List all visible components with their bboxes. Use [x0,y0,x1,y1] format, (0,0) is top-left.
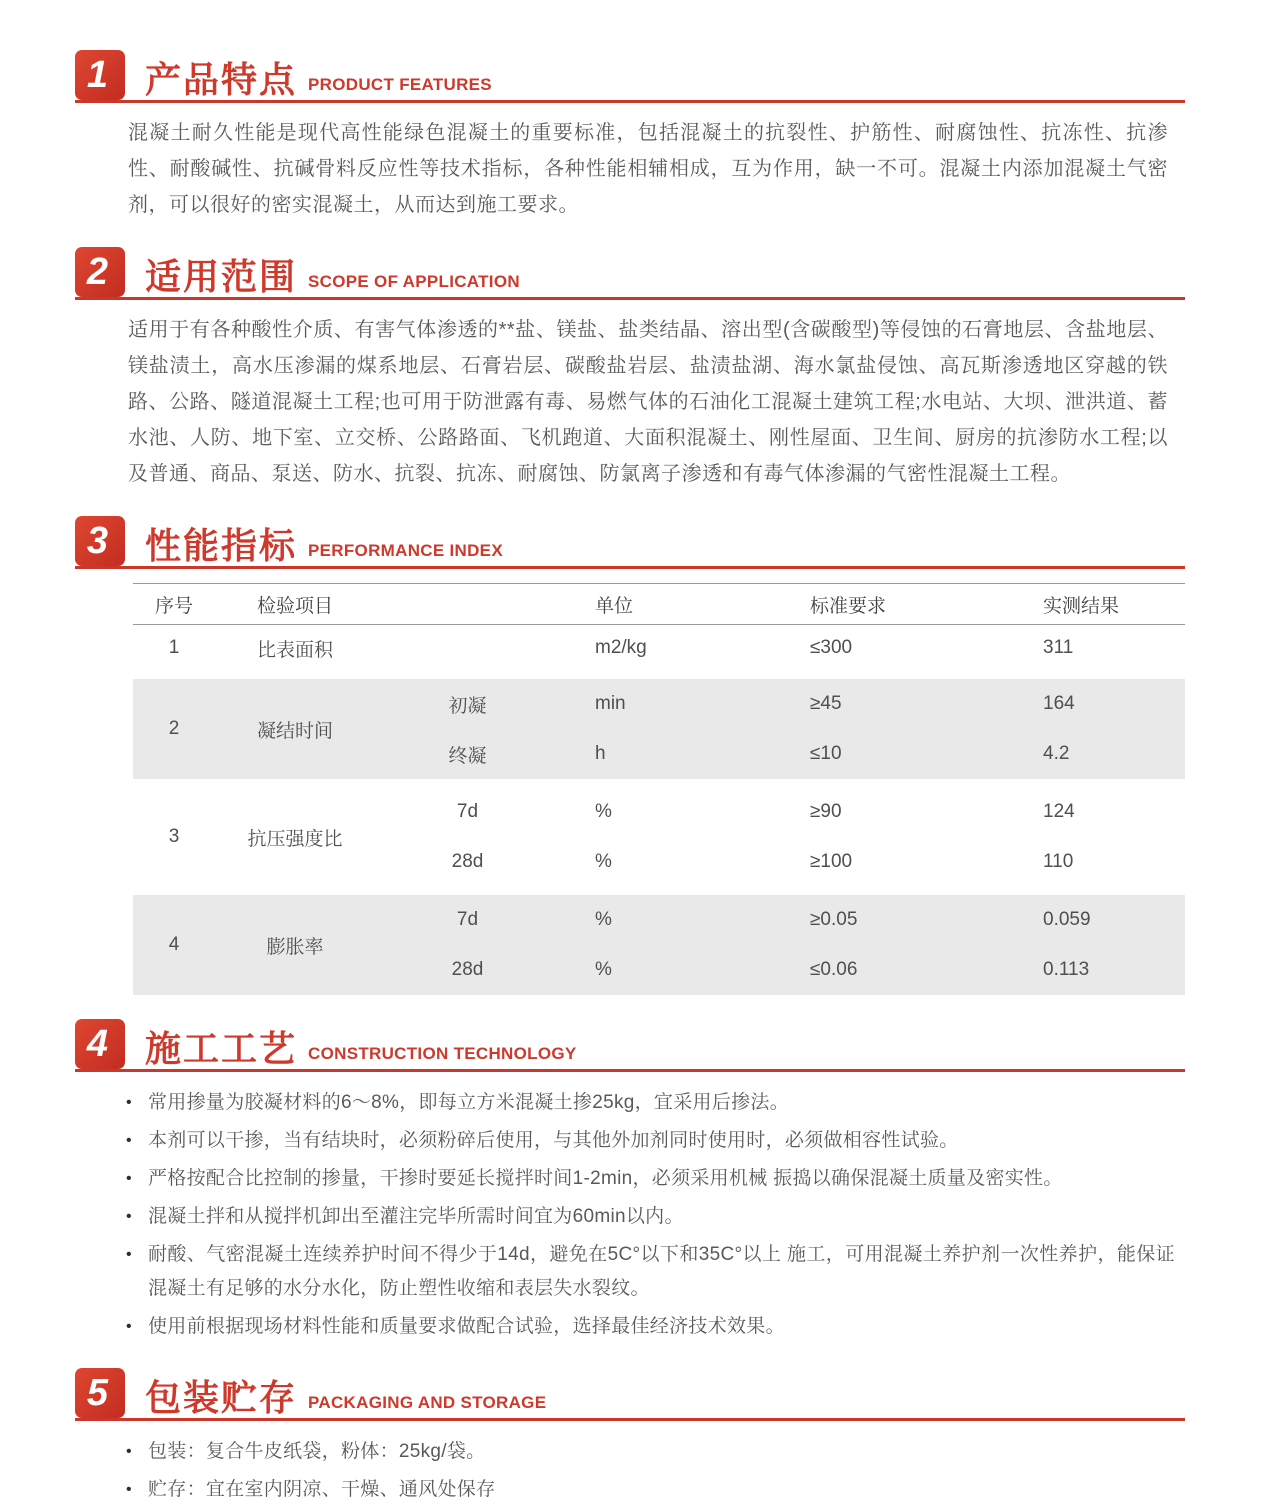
performance-table [133,583,1185,995]
cell-std: ≥90 [810,801,842,822]
bullet-icon: • [126,1208,132,1225]
packaging-bullet-list [126,1435,1175,1507]
cell-std: ≥100 [810,851,853,872]
cell-result: 0.113 [1043,959,1090,980]
bullet-icon: • [126,1481,132,1498]
cell-result: 164 [1043,693,1075,714]
list-item [126,1238,1175,1306]
cell-item: 比表面积 [256,639,333,661]
cell-unit: % [595,801,612,822]
cell-std: ≥0.05 [810,909,858,930]
table-row [133,895,1185,995]
cell-result: 4.2 [1043,743,1070,764]
section-1-number-badge: 1 [75,50,125,100]
cell-sub: 初凝 [448,695,487,717]
section-3-subtitle: PERFORMANCE INDEX [308,541,503,560]
section-4-number-badge: 4 [75,1019,125,1069]
section-5-number-badge: 5 [75,1368,125,1418]
bullet-icon: • [126,1246,132,1263]
cell-item: 膨胀率 [266,936,324,958]
section-performance-index [0,516,1280,995]
cell-unit: h [595,743,606,764]
cell-sub: 7d [456,801,479,822]
section-4-subtitle: CONSTRUCTION TECHNOLOGY [308,1044,577,1063]
cell-no: 3 [168,826,180,847]
col-header-item: 检验项目 [256,595,333,617]
list-item [126,1310,1175,1344]
bullet-icon: • [126,1170,132,1187]
cell-unit: % [595,909,612,930]
list-item [126,1086,1175,1120]
list-item [126,1435,1175,1469]
bullet-icon: • [126,1443,132,1460]
cell-result: 311 [1043,637,1074,658]
cell-unit: % [595,959,612,980]
table-subrow [375,945,1185,995]
cell-result: 124 [1043,801,1075,822]
cell-unit: m2/kg [595,637,647,658]
bullet-text: 混凝土拌和从搅拌机卸出至灌注完毕所需时间宜为60min以内。 [148,1206,684,1227]
table-row [133,679,1185,779]
section-3-title: 性能指标 [145,525,298,567]
list-item [126,1124,1175,1158]
section-1-paragraph: 混凝土耐久性能是现代高性能绿色混凝土的重要标准，包括混凝土的抗裂性、护筋性、耐腐蚀性、抗冻性、抗渗性、耐酸碱性、抗碱骨料反应性等技术指标，各种性能相辅相成，互为作用，缺一不可。混凝土内添加混凝土气密剂，可以很好的密实混凝土，从而达到施工要求。 [128,122,1168,216]
section-5-subtitle: PACKAGING AND STORAGE [308,1393,547,1412]
list-item [126,1162,1175,1196]
bullet-icon: • [126,1094,132,1111]
section-packaging-and-storage [0,1368,1280,1507]
bullet-text: 包装：复合牛皮纸袋，粉体：25kg/袋。 [148,1441,486,1462]
col-header-unit: 单位 [595,595,634,617]
cell-unit: min [595,693,626,714]
col-header-std: 标准要求 [810,595,887,617]
bullet-text: 贮存：宜在室内阴凉、干燥、通风处保存 [148,1479,496,1500]
section-4-header [75,1019,1185,1072]
cell-std: ≤0.06 [810,959,858,980]
cell-result: 0.059 [1043,909,1091,930]
section-5-title: 包装贮存 [145,1377,298,1419]
cell-std: ≤300 [810,637,853,658]
section-2-title: 适用范围 [145,256,298,298]
table-row [133,787,1185,887]
section-3-header [75,516,1185,569]
cell-std: ≥45 [810,693,842,714]
section-construction-technology [0,1019,1280,1344]
cell-sub: 终凝 [448,745,487,767]
table-subrow [375,895,1185,945]
section-1-header [75,50,1185,103]
col-header-no: 序号 [154,595,193,617]
table-subrow [375,837,1185,887]
section-1-subtitle: PRODUCT FEATURES [308,75,492,94]
section-5-header [75,1368,1185,1421]
construction-bullet-list [126,1086,1175,1344]
bullet-text: 常用掺量为胶凝材料的6～8%，即每立方米混凝土掺25kg，宜采用后掺法。 [148,1092,790,1113]
table-row [133,625,1185,671]
cell-result: 110 [1043,851,1074,872]
table-subrow [375,787,1185,837]
section-2-number-badge: 2 [75,247,125,297]
section-4-title: 施工工艺 [145,1028,298,1070]
cell-sub: 7d [456,909,479,930]
section-2-paragraph: 适用于有各种酸性介质、有害气体渗透的**盐、镁盐、盐类结晶、溶出型(含碳酸型)等侵蚀的石膏地层、含盐地层、镁盐渍土，高水压渗漏的煤系地层、石膏岩层、碳酸盐岩层、盐渍盐湖、海水氯盐侵蚀、高瓦斯渗透地区穿越的铁路、公路、隧道混凝土工程;也可用于防泄露有毒、易燃气体的石油化工混凝土建筑工程;水电站、大坝、泄洪道、蓄水池、人防、地下室、立交桥、公路路面、飞机跑道、大面积混凝土、刚性屋面、卫生间、厨房的抗渗防水工程;以及普通、商品、泵送、防水、抗裂、抗冻、耐腐蚀、防氯离子渗透和有毒气体渗漏的气密性混凝土工程。 [128,319,1168,485]
cell-unit: % [595,851,612,872]
cell-sub: 28d [451,851,484,872]
bullet-text: 严格按配合比控制的掺量，干掺时要延长搅拌时间1-2min，必须采用机械 振捣以确保混凝土质量及密实性。 [148,1168,1063,1189]
section-1-title: 产品特点 [145,59,298,101]
section-scope-of-application [0,247,1280,492]
list-item [126,1200,1175,1234]
section-2-subtitle: SCOPE OF APPLICATION [308,272,520,291]
col-header-result: 实测结果 [1043,595,1120,617]
table-subrow [375,625,1185,671]
cell-sub: 28d [451,959,484,980]
list-item [126,1473,1175,1507]
cell-item: 抗压强度比 [247,828,343,850]
section-product-features [0,50,1280,223]
section-2-header [75,247,1185,300]
cell-no: 4 [168,934,180,955]
bullet-text: 本剂可以干掺，当有结块时，必须粉碎后使用，与其他外加剂同时使用时，必须做相容性试验。 [148,1130,959,1151]
table-header-row [133,583,1185,625]
table-subrow [375,729,1185,779]
bullet-icon: • [126,1132,132,1149]
bullet-text: 耐酸、气密混凝土连续养护时间不得少于14d，避免在5C°以下和35C°以上 施工，可用混凝土养护剂一次性养护，能保证混凝土有足够的水分水化，防止塑性收缩和表层失水裂纹。 [148,1244,1175,1299]
bullet-icon: • [126,1318,132,1335]
cell-item: 凝结时间 [256,720,333,742]
bullet-text: 使用前根据现场材料性能和质量要求做配合试验，选择最佳经济技术效果。 [148,1316,785,1337]
cell-no: 1 [168,637,180,658]
cell-no: 2 [168,718,180,739]
cell-std: ≤10 [810,743,842,764]
table-subrow [375,679,1185,729]
section-3-number-badge: 3 [75,516,125,566]
